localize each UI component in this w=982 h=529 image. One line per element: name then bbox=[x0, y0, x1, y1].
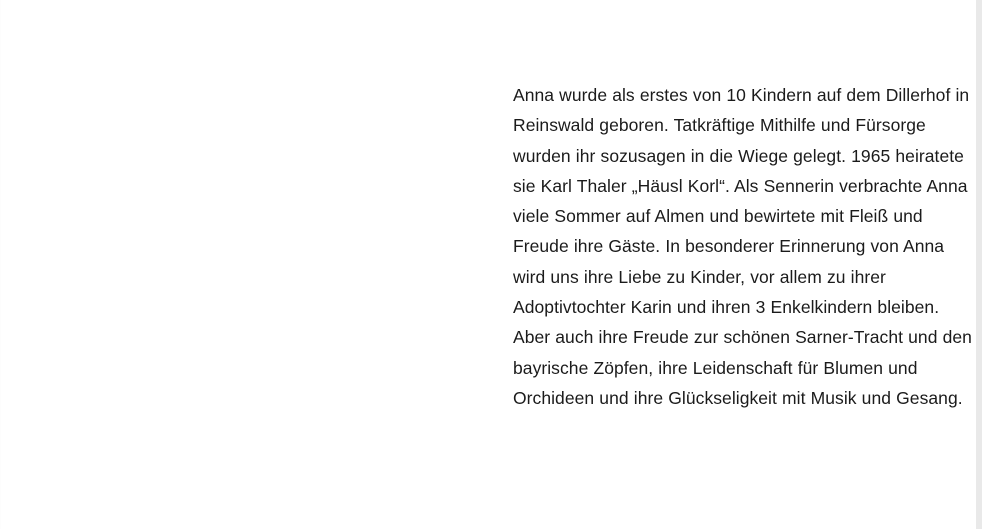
page-left-edge bbox=[0, 0, 1, 529]
obituary-body-text: Anna wurde als erstes von 10 Kindern auf dem Dillerhof in Reinswald geboren. Tatkräftige Mithilfe und Fürsorge wurden ihr sozusagen in die Wiege gelegt. 1965 heiratete sie Karl Thaler „Häusl Korl“. Als Sennerin verbrachte Anna viele Sommer auf Almen und bewirtete mit Fleiß und Freude ihre Gäste. In besonderer Erinnerung von Anna wird uns ihre Liebe zu Kinder, vor allem zu ihrer Adoptivtochter Karin und ihren 3 Enkelkindern bleiben. Aber auch ihre Freude zur schönen Sarner-Tracht und den bayrische Zöpfen, ihre Leidenschaft für Blumen und Orchideen und ihre Glückseligkeit mit Musik und Gesang. bbox=[513, 85, 972, 408]
page-right-edge bbox=[976, 0, 982, 529]
text-column bbox=[513, 80, 973, 413]
